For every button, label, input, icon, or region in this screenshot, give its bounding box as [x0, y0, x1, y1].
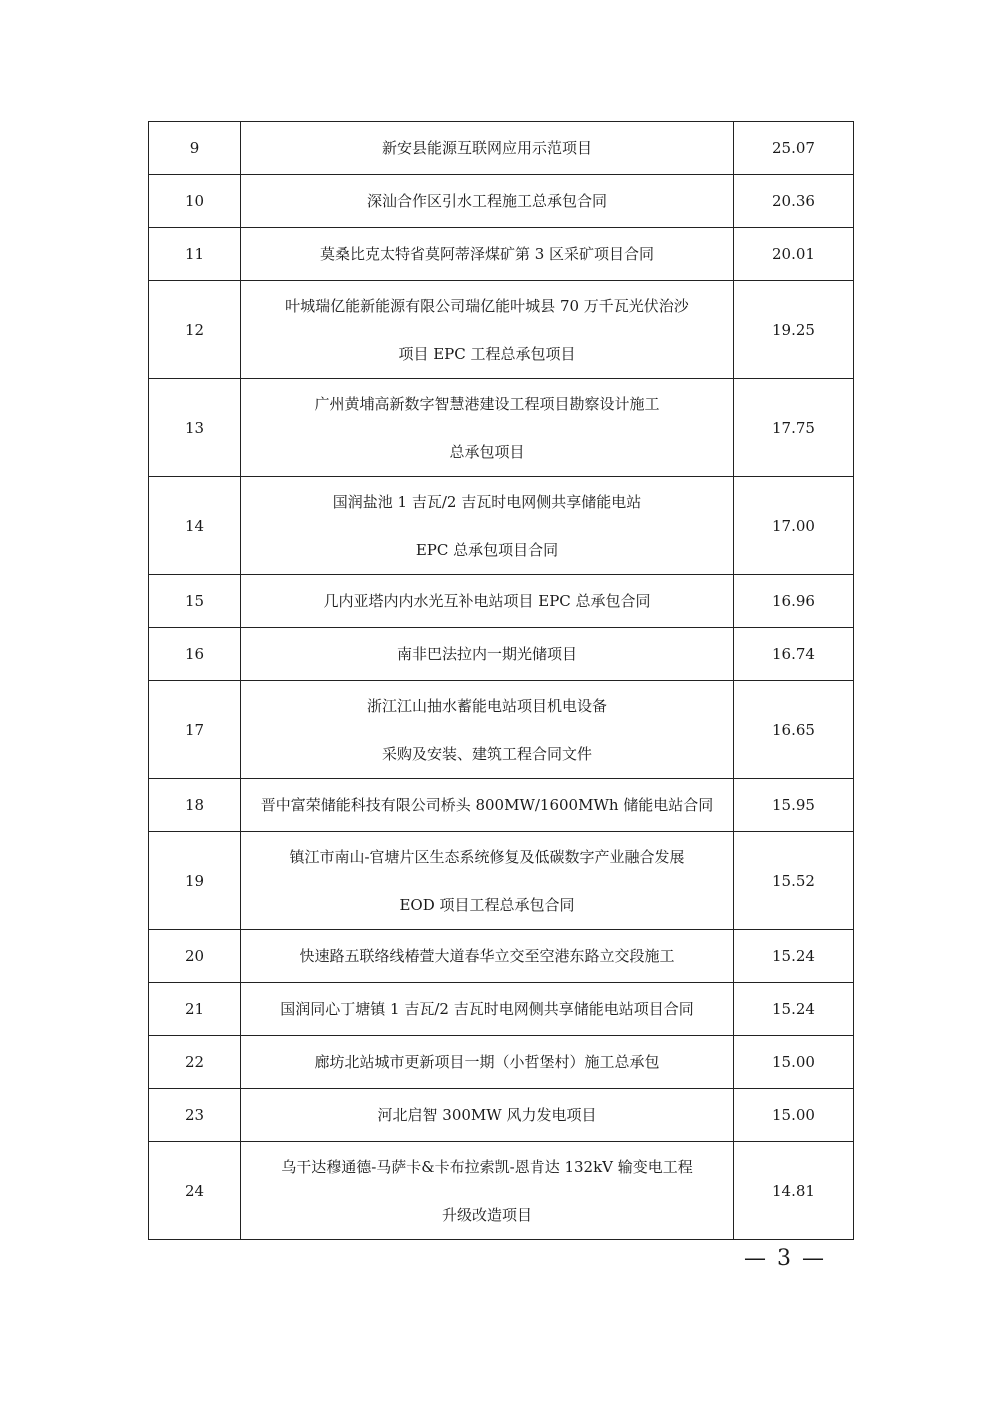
table-row — [149, 1036, 854, 1089]
table-body — [149, 122, 854, 1240]
project-name-cell — [241, 1089, 734, 1142]
project-name-cell — [241, 681, 734, 779]
row-number-cell: 10 — [149, 175, 241, 228]
table-row — [149, 281, 854, 379]
project-name-cell — [241, 575, 734, 628]
project-name-line: 河北启智 300MW 风力发电项目 — [377, 1106, 597, 1124]
row-number-cell: 19 — [149, 832, 241, 930]
page-number: — 3 — — [744, 1246, 826, 1271]
table-row — [149, 175, 854, 228]
table-row — [149, 779, 854, 832]
row-number-cell: 16 — [149, 628, 241, 681]
project-name-line: 国润盐池 1 吉瓦/2 吉瓦时电网侧共享储能电站 — [332, 492, 642, 511]
project-name-line: 莫桑比克太特省莫阿蒂泽煤矿第 3 区采矿项目合同 — [319, 245, 655, 263]
row-number-cell: 24 — [149, 1142, 241, 1240]
amount-cell: 14.81 — [734, 1142, 854, 1240]
amount-cell: 15.24 — [734, 930, 854, 983]
row-number-cell: 13 — [149, 379, 241, 477]
row-number-cell: 12 — [149, 281, 241, 379]
amount-cell: 16.74 — [734, 628, 854, 681]
project-name-cell — [241, 832, 734, 930]
amount-cell: 15.00 — [734, 1036, 854, 1089]
project-name-line: EPC 总承包项目合同 — [415, 540, 559, 559]
project-name-cell — [241, 628, 734, 681]
amount-cell: 20.36 — [734, 175, 854, 228]
row-number-cell: 21 — [149, 983, 241, 1036]
project-name-line: 快速路五联络线椿萱大道春华立交至空港东路立交段施工 — [299, 947, 675, 965]
amount-cell: 16.96 — [734, 575, 854, 628]
row-number-cell: 11 — [149, 228, 241, 281]
project-name-cell — [241, 228, 734, 281]
table-row — [149, 228, 854, 281]
amount-cell: 15.00 — [734, 1089, 854, 1142]
project-name-line: 广州黄埔高新数字智慧港建设工程项目勘察设计施工 — [314, 394, 660, 413]
project-name-cell — [241, 779, 734, 832]
amount-cell: 17.75 — [734, 379, 854, 477]
table-row — [149, 930, 854, 983]
project-name-line: EOD 项目工程总承包合同 — [399, 895, 575, 914]
project-table — [148, 121, 854, 1240]
table-row — [149, 983, 854, 1036]
table-row — [149, 477, 854, 575]
row-number-cell: 18 — [149, 779, 241, 832]
row-number-cell: 14 — [149, 477, 241, 575]
row-number-cell: 22 — [149, 1036, 241, 1089]
project-name-line: 浙江江山抽水蓄能电站项目机电设备 — [366, 696, 607, 715]
table-row — [149, 1142, 854, 1240]
project-name-cell — [241, 477, 734, 575]
project-name-cell — [241, 983, 734, 1036]
amount-cell: 17.00 — [734, 477, 854, 575]
project-name-cell — [241, 930, 734, 983]
project-name-line: 新安县能源互联网应用示范项目 — [381, 139, 592, 157]
table-row — [149, 832, 854, 930]
row-number-cell: 20 — [149, 930, 241, 983]
amount-cell: 15.24 — [734, 983, 854, 1036]
amount-cell: 16.65 — [734, 681, 854, 779]
amount-cell: 15.52 — [734, 832, 854, 930]
table-row — [149, 575, 854, 628]
project-name-line: 晋中富荣储能科技有限公司桥头 800MW/1600MWh 储能电站合同 — [260, 796, 714, 814]
table-row — [149, 1089, 854, 1142]
table-row — [149, 628, 854, 681]
project-name-line: 镇江市南山-官塘片区生态系统修复及低碳数字产业融合发展 — [289, 847, 685, 866]
table-row — [149, 122, 854, 175]
row-number-cell: 17 — [149, 681, 241, 779]
project-name-line: 项目 EPC 工程总承包项目 — [398, 344, 576, 363]
row-number-cell: 15 — [149, 575, 241, 628]
project-name-line: 南非巴法拉内一期光储项目 — [396, 645, 577, 663]
project-name-line: 采购及安装、建筑工程合同文件 — [381, 744, 592, 763]
project-name-line: 乌干达穆通德-马萨卡&卡布拉索凯-恩肯达 132kV 输变电工程 — [281, 1157, 693, 1176]
project-name-cell — [241, 281, 734, 379]
table-row — [149, 379, 854, 477]
project-name-cell — [241, 175, 734, 228]
project-name-line: 国润同心丁塘镇 1 吉瓦/2 吉瓦时电网侧共享储能电站项目合同 — [280, 1000, 694, 1018]
project-name-cell — [241, 1036, 734, 1089]
project-name-cell — [241, 122, 734, 175]
row-number-cell: 23 — [149, 1089, 241, 1142]
amount-cell: 15.95 — [734, 779, 854, 832]
project-name-line: 总承包项目 — [449, 442, 525, 461]
project-name-line: 几内亚塔内内水光互补电站项目 EPC 总承包合同 — [323, 592, 651, 610]
project-name-cell — [241, 379, 734, 477]
project-name-line: 升级改造项目 — [441, 1205, 532, 1224]
project-name-line: 深汕合作区引水工程施工总承包合同 — [366, 192, 607, 210]
amount-cell: 20.01 — [734, 228, 854, 281]
project-name-line: 廊坊北站城市更新项目一期（小哲堡村）施工总承包 — [314, 1053, 660, 1071]
project-name-line: 叶城瑞亿能新能源有限公司瑞亿能叶城县 70 万千瓦光伏治沙 — [285, 296, 689, 315]
table-row — [149, 681, 854, 779]
amount-cell: 25.07 — [734, 122, 854, 175]
row-number-cell: 9 — [149, 122, 241, 175]
project-name-cell — [241, 1142, 734, 1240]
amount-cell: 19.25 — [734, 281, 854, 379]
